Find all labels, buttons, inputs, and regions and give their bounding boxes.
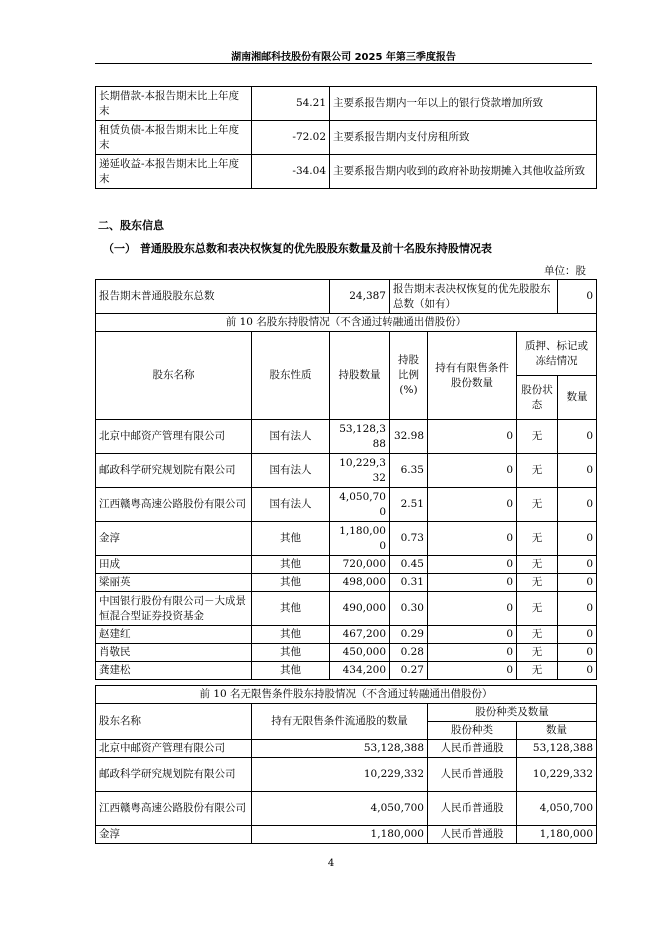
- unrestricted-name: 江西赣粤高速公路股份有限公司: [96, 792, 252, 826]
- table-row: [96, 626, 597, 644]
- holder-restricted: 0: [428, 662, 517, 680]
- holder-ratio: 0.45: [390, 556, 428, 574]
- table-row: [96, 758, 597, 792]
- holder-shares: 434,200: [330, 662, 390, 680]
- holder-name: 邮政科学研究规划院有限公司: [96, 454, 252, 488]
- change-item: 租赁负债-本报告期末比上年度末: [96, 121, 252, 155]
- change-reason: 主要系报告期内支付房租所致: [330, 121, 597, 155]
- holder-shares: 467,200: [330, 626, 390, 644]
- holder-ratio: 0.27: [390, 662, 428, 680]
- holder-restricted: 0: [428, 574, 517, 592]
- holder-shares: 720,000: [330, 556, 390, 574]
- col-pledge-status: 股份状态: [517, 376, 558, 420]
- table-header-row: [96, 332, 597, 376]
- unrestricted-qty: 1,180,000: [252, 826, 428, 844]
- col-ratio: 持股比例(%): [390, 332, 428, 420]
- holder-ratio: 0.73: [390, 522, 428, 556]
- unrestricted-amount: 4,050,700: [517, 792, 597, 826]
- holder-name: 赵建红: [96, 626, 252, 644]
- holder-nature: 其他: [252, 522, 330, 556]
- pref-holders-label: 报告期末表决权恢复的优先股股东总数（如有）: [390, 280, 558, 314]
- unrestricted-type: 人民币普通股: [428, 758, 517, 792]
- holder-pledge-status: 无: [517, 626, 558, 644]
- holder-pledge-qty: 0: [558, 662, 597, 680]
- holder-nature: 其他: [252, 662, 330, 680]
- unrestricted-name: 金淳: [96, 826, 252, 844]
- col-name: 股东名称: [96, 704, 252, 740]
- holder-restricted: 0: [428, 522, 517, 556]
- col-name: 股东名称: [96, 332, 252, 420]
- holder-shares: 490,000: [330, 592, 390, 626]
- holder-pledge-qty: 0: [558, 420, 597, 454]
- col-unrestricted-qty: 持有无限售条件流通股的数量: [252, 704, 428, 740]
- holder-pledge-status: 无: [517, 420, 558, 454]
- change-value: -34.04: [252, 155, 330, 189]
- holder-pledge-qty: 0: [558, 488, 597, 522]
- holder-restricted: 0: [428, 644, 517, 662]
- unrestricted-qty: 4,050,700: [252, 792, 428, 826]
- change-reason: 主要系报告期内收到的政府补助按期摊入其他收益所致: [330, 155, 597, 189]
- holder-pledge-status: 无: [517, 454, 558, 488]
- table-row: [96, 792, 597, 826]
- balance-change-table: [95, 86, 597, 189]
- shareholders-table: [95, 279, 597, 680]
- subsection-title: （一） 普通股股东总数和表决权恢复的优先股股东数量及前十名股东持股情况表: [103, 242, 492, 255]
- holder-pledge-qty: 0: [558, 454, 597, 488]
- holder-restricted: 0: [428, 556, 517, 574]
- holder-shares: 450,000: [330, 644, 390, 662]
- page-header: 湖南湘邮科技股份有限公司 2025 年第三季度报告: [231, 52, 456, 63]
- holder-pledge-qty: 0: [558, 592, 597, 626]
- holder-ratio: 0.28: [390, 644, 428, 662]
- table-row: [96, 662, 597, 680]
- holder-name: 梁丽英: [96, 574, 252, 592]
- table-row: [96, 87, 597, 121]
- table-row: [96, 454, 597, 488]
- col-shares: 持股数量: [330, 332, 390, 420]
- col-type-group: 股份种类及数量: [428, 704, 597, 722]
- holder-pledge-status: 无: [517, 644, 558, 662]
- holder-name: 北京中邮资产管理有限公司: [96, 420, 252, 454]
- holder-pledge-qty: 0: [558, 644, 597, 662]
- unrestricted-name: 北京中邮资产管理有限公司: [96, 740, 252, 758]
- unrestricted-qty: 10,229,332: [252, 758, 428, 792]
- holder-pledge-status: 无: [517, 574, 558, 592]
- unit-label: 单位：股: [544, 265, 586, 277]
- col-type: 股份种类: [428, 722, 517, 740]
- holder-ratio: 6.35: [390, 454, 428, 488]
- holder-nature: 国有法人: [252, 454, 330, 488]
- holder-pledge-qty: 0: [558, 574, 597, 592]
- table-row: [96, 522, 597, 556]
- holder-name: 中国银行股份有限公司－大成景恒混合型证券投资基金: [96, 592, 252, 626]
- table-row: [96, 155, 597, 189]
- holder-pledge-qty: 0: [558, 556, 597, 574]
- holder-shares: 10,229,332: [330, 454, 390, 488]
- holder-restricted: 0: [428, 420, 517, 454]
- holder-name: 江西赣粤高速公路股份有限公司: [96, 488, 252, 522]
- table-row: [96, 280, 597, 314]
- holder-pledge-status: 无: [517, 488, 558, 522]
- table-row: [96, 740, 597, 758]
- unrestricted-amount: 1,180,000: [517, 826, 597, 844]
- unrestricted-name: 邮政科学研究规划院有限公司: [96, 758, 252, 792]
- unrestricted-type: 人民币普通股: [428, 826, 517, 844]
- holder-nature: 国有法人: [252, 488, 330, 522]
- change-item: 长期借款-本报告期末比上年度末: [96, 87, 252, 121]
- holder-pledge-status: 无: [517, 662, 558, 680]
- header-rule: [95, 63, 592, 64]
- holder-ratio: 2.51: [390, 488, 428, 522]
- unrestricted-title: 前 10 名无限售条件股东持股情况（不含通过转融通出借股份）: [96, 686, 597, 704]
- holder-pledge-status: 无: [517, 592, 558, 626]
- holder-nature: 其他: [252, 644, 330, 662]
- holder-restricted: 0: [428, 592, 517, 626]
- col-nature: 股东性质: [252, 332, 330, 420]
- holder-name: 肖敬民: [96, 644, 252, 662]
- table-row: [96, 592, 597, 626]
- holder-name: 田成: [96, 556, 252, 574]
- table-row: [96, 644, 597, 662]
- unrestricted-holders-table: [95, 685, 597, 844]
- col-amount: 数量: [517, 722, 597, 740]
- holder-shares: 53,128,388: [330, 420, 390, 454]
- table-row: [96, 826, 597, 844]
- col-pledge-qty: 数量: [558, 376, 597, 420]
- total-holders-label: 报告期末普通股股东总数: [96, 280, 330, 314]
- section-title: 二、股东信息: [98, 219, 164, 232]
- holder-ratio: 0.31: [390, 574, 428, 592]
- holder-pledge-status: 无: [517, 522, 558, 556]
- top10-title: 前 10 名股东持股情况（不含通过转融通出借股份）: [96, 314, 597, 332]
- holder-shares: 1,180,000: [330, 522, 390, 556]
- holder-pledge-qty: 0: [558, 522, 597, 556]
- holder-shares: 4,050,700: [330, 488, 390, 522]
- unrestricted-amount: 53,128,388: [517, 740, 597, 758]
- holder-pledge-qty: 0: [558, 626, 597, 644]
- unrestricted-type: 人民币普通股: [428, 740, 517, 758]
- holder-nature: 国有法人: [252, 420, 330, 454]
- holder-restricted: 0: [428, 454, 517, 488]
- holder-name: 金淳: [96, 522, 252, 556]
- table-row: [96, 121, 597, 155]
- change-item: 递延收益-本报告期末比上年度末: [96, 155, 252, 189]
- table-row: [96, 574, 597, 592]
- pref-holders-value: 0: [558, 280, 597, 314]
- holder-nature: 其他: [252, 592, 330, 626]
- holder-shares: 498,000: [330, 574, 390, 592]
- holder-ratio: 32.98: [390, 420, 428, 454]
- table-row: [96, 488, 597, 522]
- holder-nature: 其他: [252, 556, 330, 574]
- table-row: [96, 556, 597, 574]
- unrestricted-qty: 53,128,388: [252, 740, 428, 758]
- holder-ratio: 0.30: [390, 592, 428, 626]
- col-restricted: 持有有限售条件股份数量: [428, 332, 517, 420]
- table-row: [96, 420, 597, 454]
- holder-nature: 其他: [252, 574, 330, 592]
- table-row: [96, 686, 597, 704]
- unrestricted-type: 人民币普通股: [428, 792, 517, 826]
- change-value: -72.02: [252, 121, 330, 155]
- holder-ratio: 0.29: [390, 626, 428, 644]
- page-number: 4: [327, 858, 335, 869]
- holder-name: 龚建松: [96, 662, 252, 680]
- holder-nature: 其他: [252, 626, 330, 644]
- change-value: 54.21: [252, 87, 330, 121]
- table-header-row: [96, 704, 597, 722]
- holder-restricted: 0: [428, 626, 517, 644]
- total-holders-value: 24,387: [330, 280, 390, 314]
- table-row: [96, 314, 597, 332]
- holder-pledge-status: 无: [517, 556, 558, 574]
- col-pledge: 质押、标记或冻结情况: [517, 332, 597, 376]
- change-reason: 主要系报告期内一年以上的银行贷款增加所致: [330, 87, 597, 121]
- unrestricted-amount: 10,229,332: [517, 758, 597, 792]
- holder-restricted: 0: [428, 488, 517, 522]
